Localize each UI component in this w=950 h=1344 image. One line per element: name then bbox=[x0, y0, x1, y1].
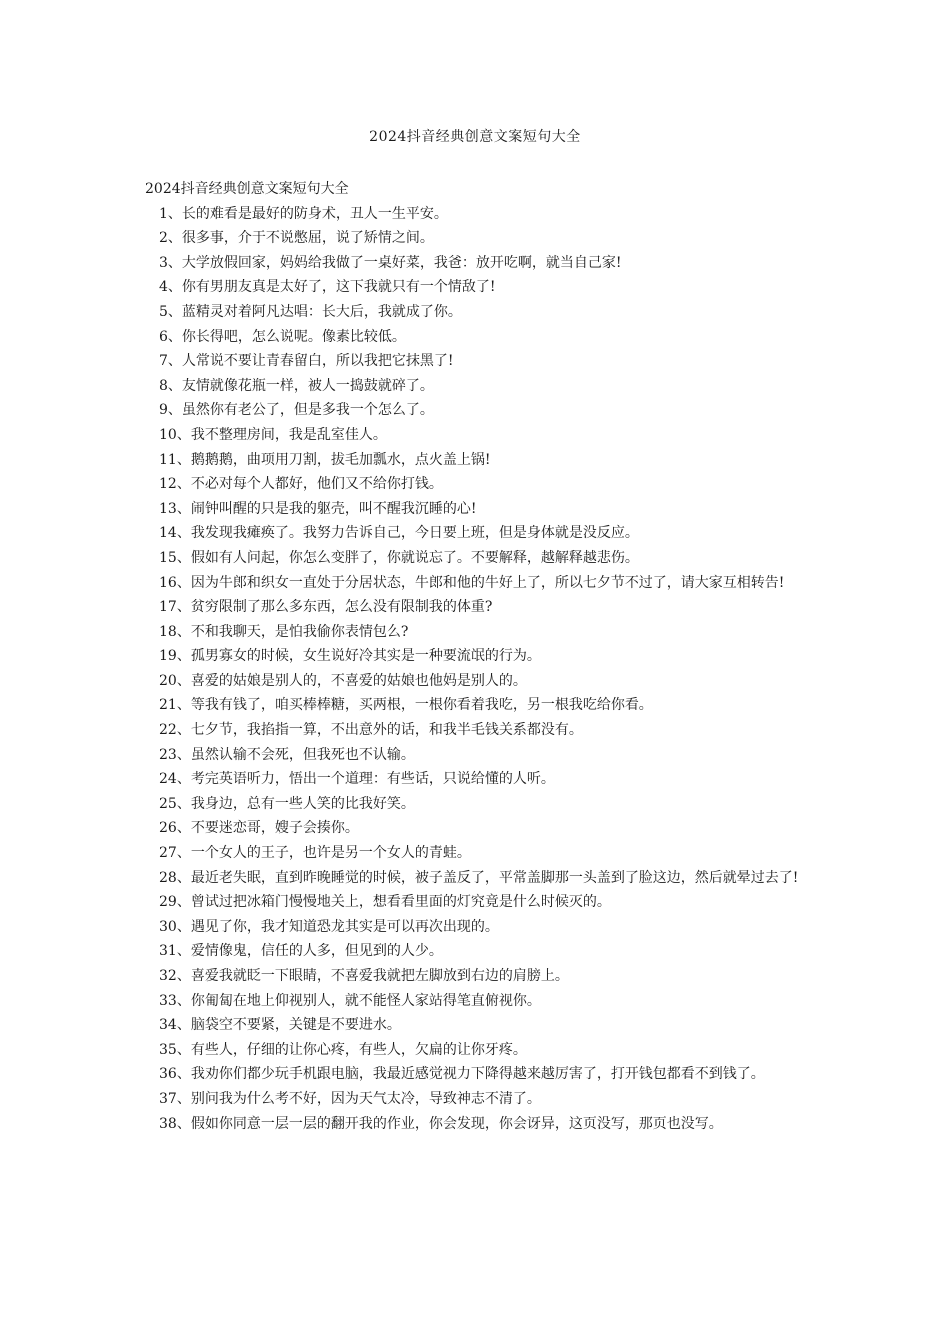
quote-item: 4、你有男朋友真是太好了，这下我就只有一个情敌了! bbox=[159, 279, 496, 296]
quote-item: 30、遇见了你，我才知道恐龙其实是可以再次出现的。 bbox=[159, 918, 499, 935]
document-body bbox=[145, 177, 805, 1136]
quote-item: 35、有些人，仔细的让你心疼，有些人，欠扁的让你牙疼。 bbox=[159, 1041, 527, 1058]
document-subtitle: 2024抖音经典创意文案短句大全 bbox=[145, 181, 349, 197]
quote-item: 29、曾试过把冰箱门慢慢地关上，想看看里面的灯究竟是什么时候灭的。 bbox=[159, 894, 611, 911]
quote-item: 13、闹钟叫醒的只是我的躯壳，叫不醒我沉睡的心! bbox=[159, 500, 477, 517]
quote-item: 26、不要迷恋哥，嫂子会揍你。 bbox=[159, 820, 359, 837]
quote-item: 19、孤男寡女的时候，女生说好冷其实是一种要流氓的行为。 bbox=[159, 648, 541, 665]
quote-item: 3、大学放假回家，妈妈给我做了一桌好菜，我爸：放开吃啊，就当自己家! bbox=[159, 254, 622, 271]
quote-item: 25、我身边，总有一些人笑的比我好笑。 bbox=[159, 795, 415, 812]
quote-item: 33、你匍匐在地上仰视别人，就不能怪人家站得笔直俯视你。 bbox=[159, 992, 541, 1009]
quote-item: 27、一个女人的王子，也许是另一个女人的青蛙。 bbox=[159, 845, 471, 862]
quote-item: 20、喜爱的姑娘是别人的，不喜爱的姑娘也他妈是别人的。 bbox=[159, 672, 527, 689]
quote-item: 12、不必对每个人都好，他们又不给你打钱。 bbox=[159, 476, 443, 493]
quote-item: 36、我劝你们都少玩手机跟电脑，我最近感觉视力下降得越来越厉害了，打开钱包都看不到钱了。 bbox=[159, 1066, 765, 1083]
quote-item: 37、别问我为什么考不好，因为天气太冷，导致神志不清了。 bbox=[159, 1090, 541, 1107]
quote-item: 15、假如有人问起，你怎么变胖了，你就说忘了。不要解释，越解释越悲伤。 bbox=[159, 549, 639, 566]
quote-item: 31、爱情像鬼，信任的人多，但见到的人少。 bbox=[159, 943, 443, 960]
quote-item: 22、七夕节，我掐指一算，不出意外的话，和我半毛钱关系都没有。 bbox=[159, 722, 583, 739]
quote-item: 21、等我有钱了，咱买棒棒糖，买两根，一根你看着我吃，另一根我吃给你看。 bbox=[159, 697, 653, 714]
quote-item: 7、人常说不要让青春留白，所以我把它抹黑了! bbox=[159, 353, 454, 370]
quote-item: 11、鹅鹅鹅，曲项用刀割，拔毛加瓢水，点火盖上锅! bbox=[159, 451, 491, 468]
quote-item: 8、友情就像花瓶一样，被人一捣鼓就碎了。 bbox=[159, 377, 434, 394]
quote-item: 23、虽然认输不会死，但我死也不认输。 bbox=[159, 746, 415, 763]
quote-item: 17、贫穷限制了那么多东西，怎么没有限制我的体重? bbox=[159, 599, 493, 616]
quote-item: 10、我不整理房间，我是乱室佳人。 bbox=[159, 426, 387, 443]
quote-item: 28、最近老失眠，直到昨晚睡觉的时候，被子盖反了，平常盖脚那一头盖到了脸这边，然后就晕过去了! bbox=[159, 869, 799, 886]
quote-item: 9、虽然你有老公了，但是多我一个怎么了。 bbox=[159, 402, 434, 419]
quote-item: 34、脑袋空不要紧，关键是不要进水。 bbox=[159, 1017, 401, 1034]
quote-list bbox=[145, 202, 805, 1137]
document-title: 2024抖音经典创意文案短句大全 bbox=[369, 129, 581, 145]
quote-item: 2、很多事，介于不说憋屈，说了矫情之间。 bbox=[159, 230, 434, 247]
quote-item: 24、考完英语听力，悟出一个道理：有些话，只说给懂的人听。 bbox=[159, 771, 555, 788]
quote-item: 18、不和我聊天，是怕我偷你表情包么? bbox=[159, 623, 409, 640]
quote-item: 5、蓝精灵对着阿凡达唱：长大后，我就成了你。 bbox=[159, 303, 462, 320]
quote-item: 38、假如你同意一层一层的翻开我的作业，你会发现，你会讶异，这页没写，那页也没写。 bbox=[159, 1115, 723, 1132]
quote-item: 14、我发现我瘫痪了。我努力告诉自己，今日要上班，但是身体就是没反应。 bbox=[159, 525, 639, 542]
quote-item: 16、因为牛郎和织女一直处于分居状态，牛郎和他的牛好上了，所以七夕节不过了，请大家互相转告! bbox=[159, 574, 785, 591]
quote-item: 32、喜爱我就眨一下眼睛，不喜爱我就把左脚放到右边的肩膀上。 bbox=[159, 968, 569, 984]
quote-item: 6、你长得吧，怎么说呢。像素比较低。 bbox=[159, 328, 406, 345]
quote-item: 1、长的难看是最好的防身术，丑人一生平安。 bbox=[159, 205, 448, 222]
